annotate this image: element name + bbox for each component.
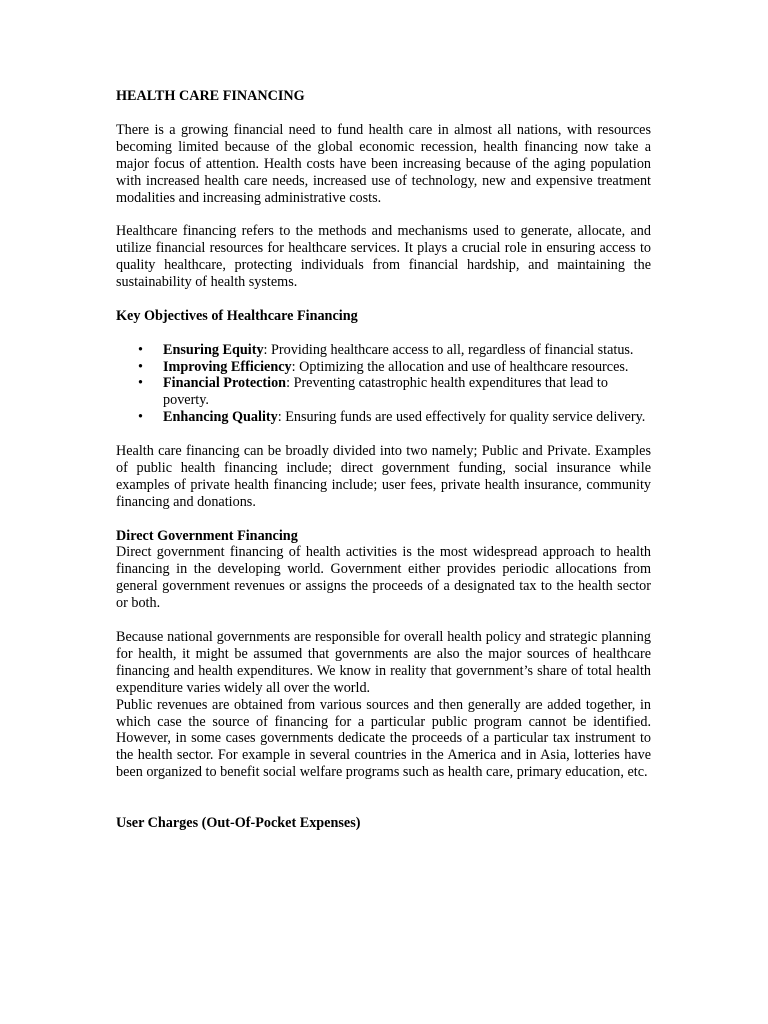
section-spacer xyxy=(116,781,651,815)
objective-text: : Ensuring funds are used effectively for quality service delivery. xyxy=(277,409,646,426)
list-item xyxy=(116,409,651,426)
national-gov-paragraph: Because national governments are responsible for overall health policy and strategic planning for health, it might be assumed that governments are also the major sources of healthcare financing and health expenditures. We know in reality that government’s share of total health expenditure varies widely all over the world. xyxy=(116,629,651,696)
bullet-icon: • xyxy=(138,375,143,392)
document-body xyxy=(116,88,651,832)
types-paragraph: Health care financing can be broadly divided into two namely; Public and Private. Examples of public health financing include; direct government funding, social insurance while examples of private health financing include; user fees, private health insurance, community financing and donations. xyxy=(116,443,651,510)
list-item xyxy=(116,375,651,409)
objective-text: : Providing healthcare access to all, regardless of financial status. xyxy=(263,341,634,358)
objectives-heading: Key Objectives of Healthcare Financing xyxy=(116,307,358,324)
objectives-list xyxy=(116,342,651,427)
objective-text: : Preventing catastrophic health expenditures that lead to poverty. xyxy=(163,375,608,409)
direct-gov-heading: Direct Government Financing xyxy=(116,527,298,544)
list-item xyxy=(116,359,651,376)
objective-term: Financial Protection xyxy=(163,375,287,392)
bullet-icon: • xyxy=(138,341,143,358)
list-item xyxy=(116,342,651,359)
definition-paragraph: Healthcare financing refers to the methods and mechanisms used to generate, allocate, and utilize financial resources for healthcare services. It plays a crucial role in ensuring access to quality healthcare, protecting individuals from financial hardship, and maintaining the sustainability of health systems. xyxy=(116,223,651,291)
bullet-icon: • xyxy=(138,409,143,426)
intro-paragraph: There is a growing financial need to fund health care in almost all nations, with resources becoming limited because of the global economic recession, health financing now take a major focus of attention. Health costs have been increasing because of the aging population with increased health care needs, increased use of technology, new and expensive treatment modalities and increasing administrative costs. xyxy=(116,121,651,206)
objective-term: Improving Efficiency xyxy=(163,358,292,375)
direct-gov-paragraph: Direct government financing of health activities is the most widespread approach to health financing in the developing world. Government either provides periodic allocations from general government revenues or assigns the proceeds of a designated tax to the health sector or both. xyxy=(116,544,651,612)
objective-term: Enhancing Quality xyxy=(163,409,278,426)
objective-text: : Optimizing the allocation and use of healthcare resources. xyxy=(291,358,629,375)
objective-term: Ensuring Equity xyxy=(163,341,264,358)
bullet-icon: • xyxy=(138,358,143,375)
user-charges-heading: User Charges (Out-Of-Pocket Expenses) xyxy=(116,814,361,831)
public-revenues-paragraph: Public revenues are obtained from various sources and then generally are added together, in which case the source of financing for a particular public program cannot be identified. However, in some cases governments dedicate the proceeds of a particular tax instrument to the health sector. For example in several countries in the America and in Asia, lotteries have been organized to benefit social welfare programs such as health care, primary education, etc. xyxy=(116,696,651,781)
document-title: HEALTH CARE FINANCING xyxy=(116,88,305,104)
